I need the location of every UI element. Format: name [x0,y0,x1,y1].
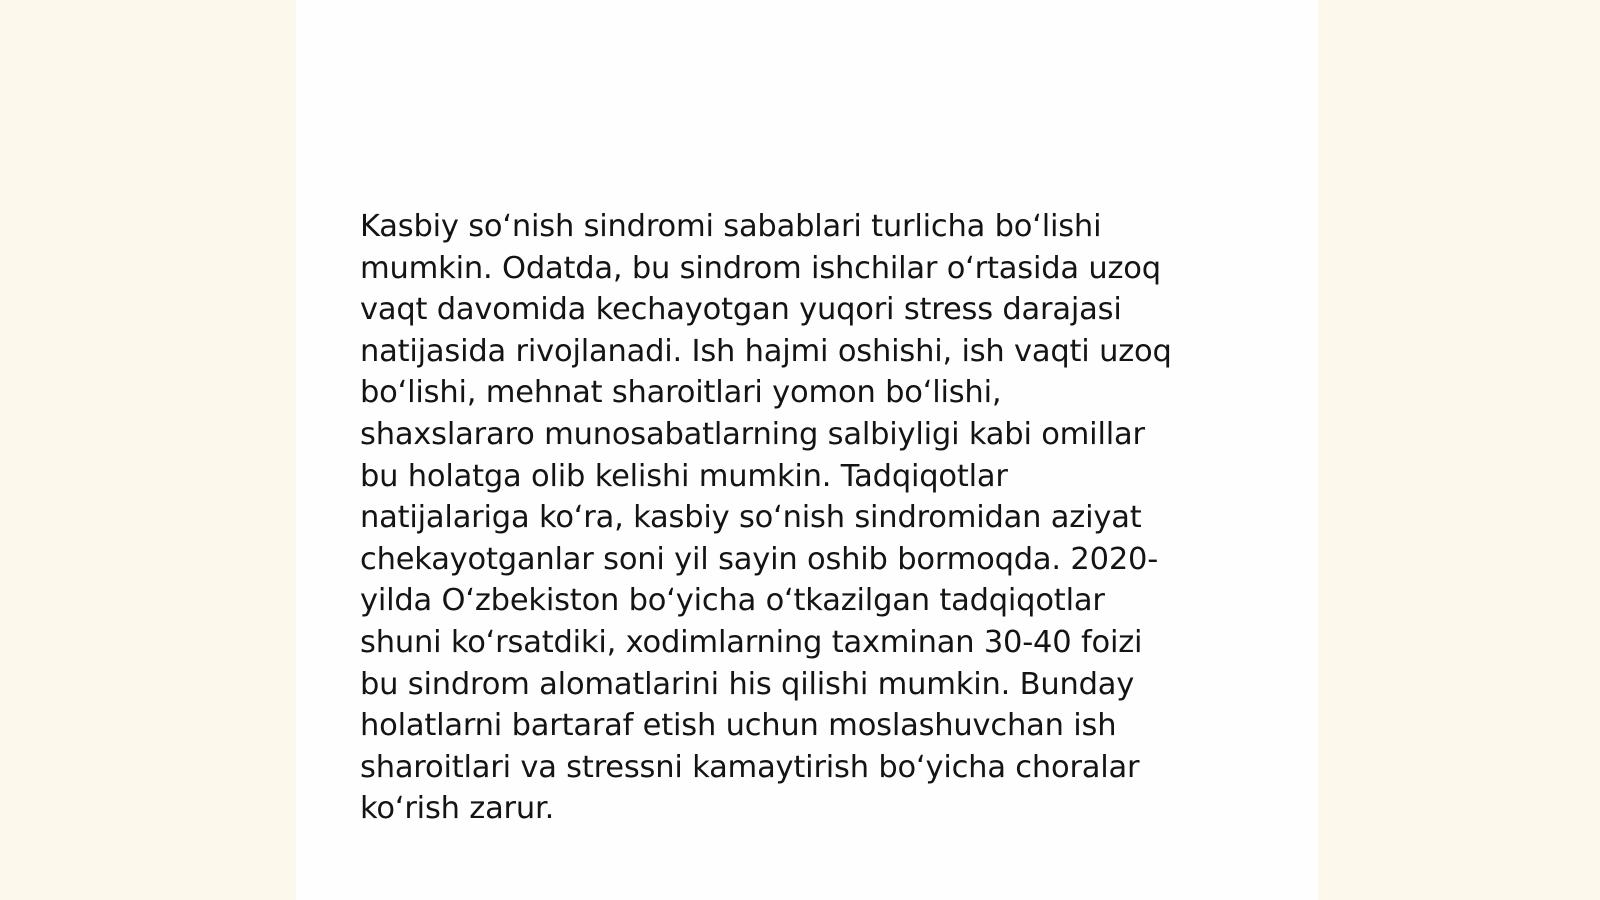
body-paragraph: Kasbiy soʻnish sindromi sabablari turlicha boʻlishi mumkin. Odatda, bu sindrom ishchilar oʻrtasida uzoq vaqt davomida kechayotgan yuqori stress darajasi natijasida rivojlanadi. Ish hajmi oshishi, ish vaqti uzoq boʻlishi, mehnat sharoitlari yomon boʻlishi, shaxslararo munosabatlarning salbiyligi kabi omillar bu holatga olib kelishi mumkin. Tadqiqotlar natijalariga koʻra, kasbiy soʻnish sindromidan aziyat chekayotganlar soni yil sayin oshib bormoqda. 2020- yilda Oʻzbekiston boʻyicha oʻtkazilgan tadqiqotlar shuni koʻrsatdiki, xodimlarning taxminan 30-40 foizi bu sindrom alomatlarini his qilishi mumkin. Bunday holatlarni bartaraf etish uchun moslashuvchan ish sharoitlari va stressni kamaytirish boʻyicha choralar koʻrish zarur. [360,209,1172,827]
slide-page [296,0,1318,900]
